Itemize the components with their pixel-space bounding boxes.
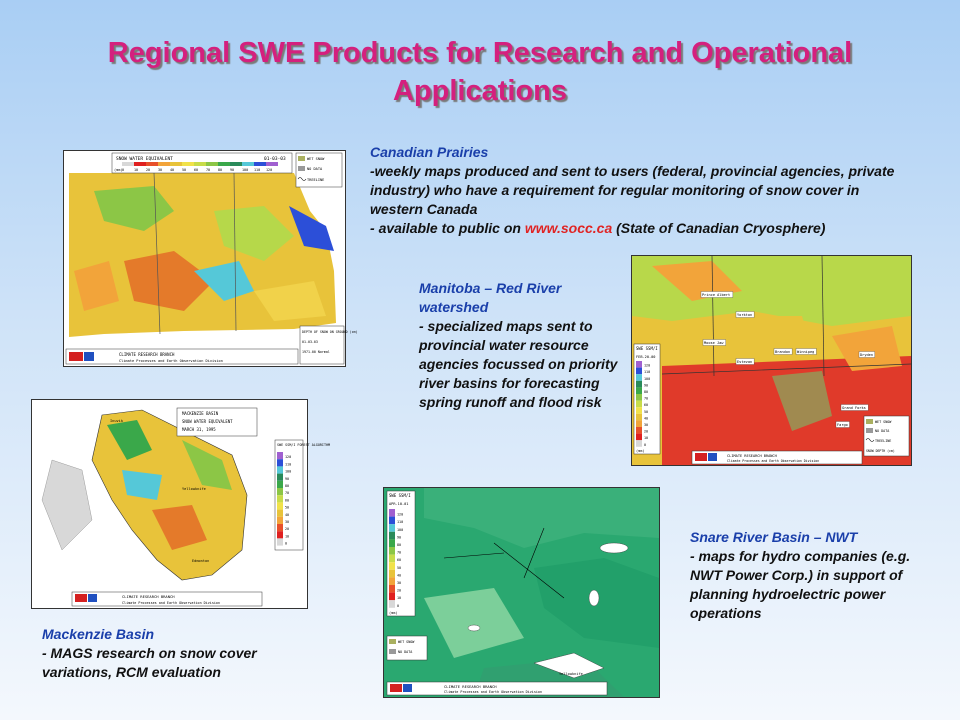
scale-label: 50 (285, 505, 290, 510)
scale-swatch (389, 539, 395, 547)
mackenzie-text (42, 625, 302, 682)
prairies-legend-treeline: TREELINE (307, 178, 325, 182)
scale-swatch (389, 555, 395, 563)
scale-swatch (182, 162, 194, 166)
msc-logo-icon (708, 453, 717, 461)
prairies-legend-nodata: NO DATA (307, 167, 323, 171)
scale-label: 70 (206, 168, 211, 172)
scale-swatch (636, 368, 642, 375)
scale-swatch (636, 420, 642, 427)
scale-swatch (636, 440, 642, 447)
scale-swatch (158, 162, 170, 166)
scale-label: 110 (644, 370, 651, 375)
manitoba-date: FEB.20-00 (636, 355, 656, 359)
manitoba-units: (mm) (636, 449, 645, 453)
scale-label: 10 (134, 168, 139, 172)
scale-swatch (277, 538, 283, 545)
scale-swatch (277, 517, 283, 524)
city-label: Prince Albert (702, 293, 731, 297)
scale-label: 0 (122, 168, 125, 172)
snare-date: APR.10-01 (389, 502, 409, 506)
prairies-credit-2: Climate Processes and Earth Observation Division (119, 359, 223, 363)
snare-units: (mm) (389, 611, 398, 615)
scale-label: 120 (644, 363, 651, 368)
manitoba-body: - specialized maps sent to provincial water resource agencies focussed on priority river basins for forecasting spring runoff and flood risk (419, 318, 618, 410)
manitoba-legend-treeline: TREELINE (875, 439, 892, 443)
mackenzie-swe-map (31, 399, 331, 609)
canada-flag-icon (75, 594, 87, 602)
city-label: Estevan (737, 360, 753, 364)
snare-heading: Snare River Basin – NWT (690, 529, 858, 545)
scale-swatch (277, 495, 283, 502)
mackenzie-credit-2: Climate Processes and Earth Observation Division (122, 601, 220, 605)
scale-swatch (170, 162, 182, 166)
snare-credit-1: CLIMATE RESEARCH BRANCH (444, 684, 497, 689)
no-data-swatch (866, 428, 873, 433)
scale-label: 100 (397, 527, 404, 532)
prairies-depth-label: DEPTH OF SNOW ON GROUND (cm) (302, 330, 358, 334)
scale-swatch (277, 531, 283, 538)
mackenzie-body: - MAGS research on snow cover variations, RCM evaluation (42, 645, 257, 680)
city-label: Yorkton (737, 313, 753, 317)
scale-label: 80 (285, 484, 290, 488)
scale-label: 90 (285, 476, 290, 481)
scale-label: 20 (644, 429, 649, 434)
bullet-mark: - (370, 163, 375, 179)
scale-swatch (266, 162, 278, 166)
scale-swatch (277, 510, 283, 517)
canada-flag-icon (69, 352, 83, 361)
scale-swatch (277, 452, 283, 459)
scale-label: 60 (194, 168, 199, 172)
bullet-mark: - (370, 220, 375, 236)
city-label: Fargo (837, 423, 848, 427)
scale-swatch (389, 517, 395, 525)
prairies-map-units: (mm) (114, 168, 123, 172)
manitoba-legend-nodata: NO DATA (875, 429, 890, 433)
manitoba-text (419, 279, 619, 412)
prairies-legend-wet: WET SNOW (307, 157, 325, 161)
mackenzie-map-title-2: SNOW WATER EQUIVALENT (182, 419, 233, 424)
wet-snow-swatch (298, 156, 305, 161)
scale-swatch (277, 488, 283, 495)
scale-label: 10 (644, 436, 649, 441)
scale-swatch (389, 532, 395, 540)
scale-label: 60 (397, 558, 402, 563)
slide-title: Regional SWE Products for Research and Operational Applications (107, 37, 853, 107)
scale-label: 30 (644, 423, 649, 427)
scale-swatch (636, 427, 642, 434)
prairies-bullet-2-post: (State of Canadian Cryosphere) (616, 220, 826, 236)
msc-logo-icon (84, 352, 94, 361)
scale-swatch (277, 459, 283, 466)
scale-label: 70 (644, 396, 649, 401)
scale-swatch (206, 162, 218, 166)
scale-swatch (146, 162, 158, 166)
scale-label: 50 (397, 565, 402, 570)
snare-swe-map (383, 487, 660, 698)
scale-label: 100 (285, 469, 292, 474)
prairies-bullet-2 (370, 219, 910, 238)
snare-text (690, 528, 915, 623)
manitoba-badge: SWE SSM/I (636, 346, 658, 351)
scale-swatch (389, 577, 395, 585)
scale-swatch (277, 481, 283, 488)
scale-swatch (389, 562, 395, 570)
prairies-swe-map (63, 150, 358, 367)
scale-label: 20 (146, 168, 151, 172)
prairies-depth-date: 01-03-03 (302, 340, 318, 344)
manitoba-legend-wet: WET SNOW (875, 420, 892, 424)
mackenzie-badge: SWE SSM/I FOREST ALGORITHM (277, 443, 331, 447)
scale-label: 110 (397, 520, 404, 525)
city-label: Moose Jaw (704, 341, 724, 345)
city-label: Brandon (775, 350, 791, 354)
city-edmonton: Edmonton (192, 559, 210, 563)
scale-label: 100 (644, 376, 651, 381)
snare-legend-nodata: NO DATA (398, 650, 413, 654)
mackenzie-heading: Mackenzie Basin (42, 626, 155, 642)
scale-swatch (134, 162, 146, 166)
scale-swatch (636, 434, 642, 441)
scale-swatch (389, 570, 395, 578)
scale-swatch (636, 407, 642, 414)
scale-label: 50 (644, 409, 649, 414)
mackenzie-credit-1: CLIMATE RESEARCH BRANCH (122, 594, 175, 599)
manitoba-credit-2: Climate Processes and Earth Observation Division (727, 459, 820, 463)
manitoba-swe-map (631, 255, 912, 466)
scale-label: 0 (285, 541, 288, 546)
scale-label: 90 (644, 383, 649, 388)
scale-label: 60 (644, 403, 649, 408)
scale-label: 80 (218, 168, 223, 172)
scale-swatch (230, 162, 242, 166)
scale-swatch (277, 524, 283, 531)
scale-label: 0 (397, 603, 400, 608)
scale-swatch (636, 361, 642, 368)
canada-flag-icon (695, 453, 707, 461)
scale-swatch (389, 585, 395, 593)
scale-label: 70 (285, 491, 290, 496)
scale-swatch (636, 374, 642, 381)
manitoba-legend-depth: SNOW DEPTH (cm) (866, 449, 895, 453)
scale-swatch (389, 547, 395, 555)
scale-swatch (277, 474, 283, 481)
snare-legend-wet: WET SNOW (398, 640, 415, 644)
canada-flag-icon (390, 684, 402, 692)
no-data-swatch (389, 649, 396, 654)
wet-snow-swatch (389, 639, 396, 644)
scale-label: 50 (182, 168, 187, 172)
scale-swatch (277, 502, 283, 509)
scale-label: 40 (170, 168, 175, 172)
prairies-credit-1: CLIMATE RESEARCH BRANCH (119, 352, 175, 357)
scale-label: 80 (644, 390, 649, 394)
scale-label: 120 (266, 168, 273, 172)
scale-label: 100 (242, 168, 249, 172)
scale-label: 110 (254, 168, 261, 172)
scale-swatch (389, 593, 395, 601)
manitoba-credit-1: CLIMATE RESEARCH BRANCH (727, 454, 777, 458)
mackenzie-map-title-3: MARCH 31, 1995 (182, 427, 216, 432)
manitoba-heading: Manitoba – Red River watershed (419, 280, 562, 315)
scale-swatch (636, 381, 642, 388)
city-label: Dryden (860, 353, 873, 357)
msc-logo-icon (403, 684, 412, 692)
prairies-normal: 1971-00 Normal (302, 350, 330, 354)
scale-swatch (254, 162, 266, 166)
wet-snow-swatch (866, 419, 873, 424)
scale-label: 110 (285, 462, 292, 467)
city-yellowknife: Yellowknife (182, 487, 206, 491)
scale-swatch (389, 509, 395, 517)
city-label: Winnipeg (797, 350, 815, 354)
scale-label: 20 (285, 527, 290, 532)
scale-label: 120 (285, 455, 292, 460)
scale-swatch (636, 394, 642, 401)
snare-badge: SWE SSM/I (389, 493, 411, 498)
scale-label: 40 (397, 573, 402, 578)
scale-label: 30 (158, 168, 163, 172)
scale-label: 60 (285, 498, 290, 503)
city-yellowknife: Yellowknife (559, 672, 583, 676)
scale-label: 90 (230, 168, 235, 172)
scale-label: 40 (285, 512, 290, 517)
scale-label: 70 (397, 550, 402, 555)
prairies-bullet-1-text: weekly maps produced and sent to users (federal, provincial agencies, private industry) who have a requirement for regular monitoring of snow cover in western Canada (370, 163, 895, 217)
socc-link[interactable]: www.socc.ca (524, 220, 613, 236)
city-inuvik: Inuvik (110, 419, 123, 423)
scale-label: 90 (397, 535, 402, 540)
prairies-map-date: 01-03-03 (264, 157, 286, 162)
scale-label: 10 (285, 534, 290, 539)
no-data-swatch (298, 166, 305, 171)
scale-label: 30 (397, 581, 402, 585)
scale-swatch (636, 401, 642, 408)
scale-label: 20 (397, 588, 402, 593)
scale-swatch (389, 524, 395, 532)
scale-swatch (636, 414, 642, 421)
mackenzie-map-title-1: MACKENZIE BASIN (182, 411, 219, 416)
scale-swatch (389, 600, 395, 608)
prairies-map-title: SNOW WATER EQUIVALENT (116, 157, 173, 162)
city-label: Grand Forks (842, 406, 866, 410)
prairies-heading: Canadian Prairies (370, 144, 489, 160)
scale-swatch (122, 162, 134, 166)
scale-swatch (242, 162, 254, 166)
scale-label: 0 (644, 442, 647, 447)
scale-label: 80 (397, 543, 402, 547)
msc-logo-icon (88, 594, 97, 602)
prairies-bullet-1 (370, 162, 910, 219)
scale-label: 30 (285, 520, 290, 524)
snare-body: - maps for hydro companies (e.g. NWT Power Corp.) in support of planning hydroelectric power operations (690, 548, 911, 621)
snare-credit-2: Climate Processes and Earth Observation Division (444, 690, 542, 694)
prairies-bullet-2-pre: available to public on (378, 220, 521, 236)
scale-swatch (636, 387, 642, 394)
scale-label: 40 (644, 416, 649, 421)
scale-label: 120 (397, 512, 404, 517)
scale-swatch (277, 466, 283, 473)
scale-swatch (218, 162, 230, 166)
scale-swatch (194, 162, 206, 166)
scale-label: 10 (397, 596, 402, 601)
prairies-text (370, 143, 910, 238)
